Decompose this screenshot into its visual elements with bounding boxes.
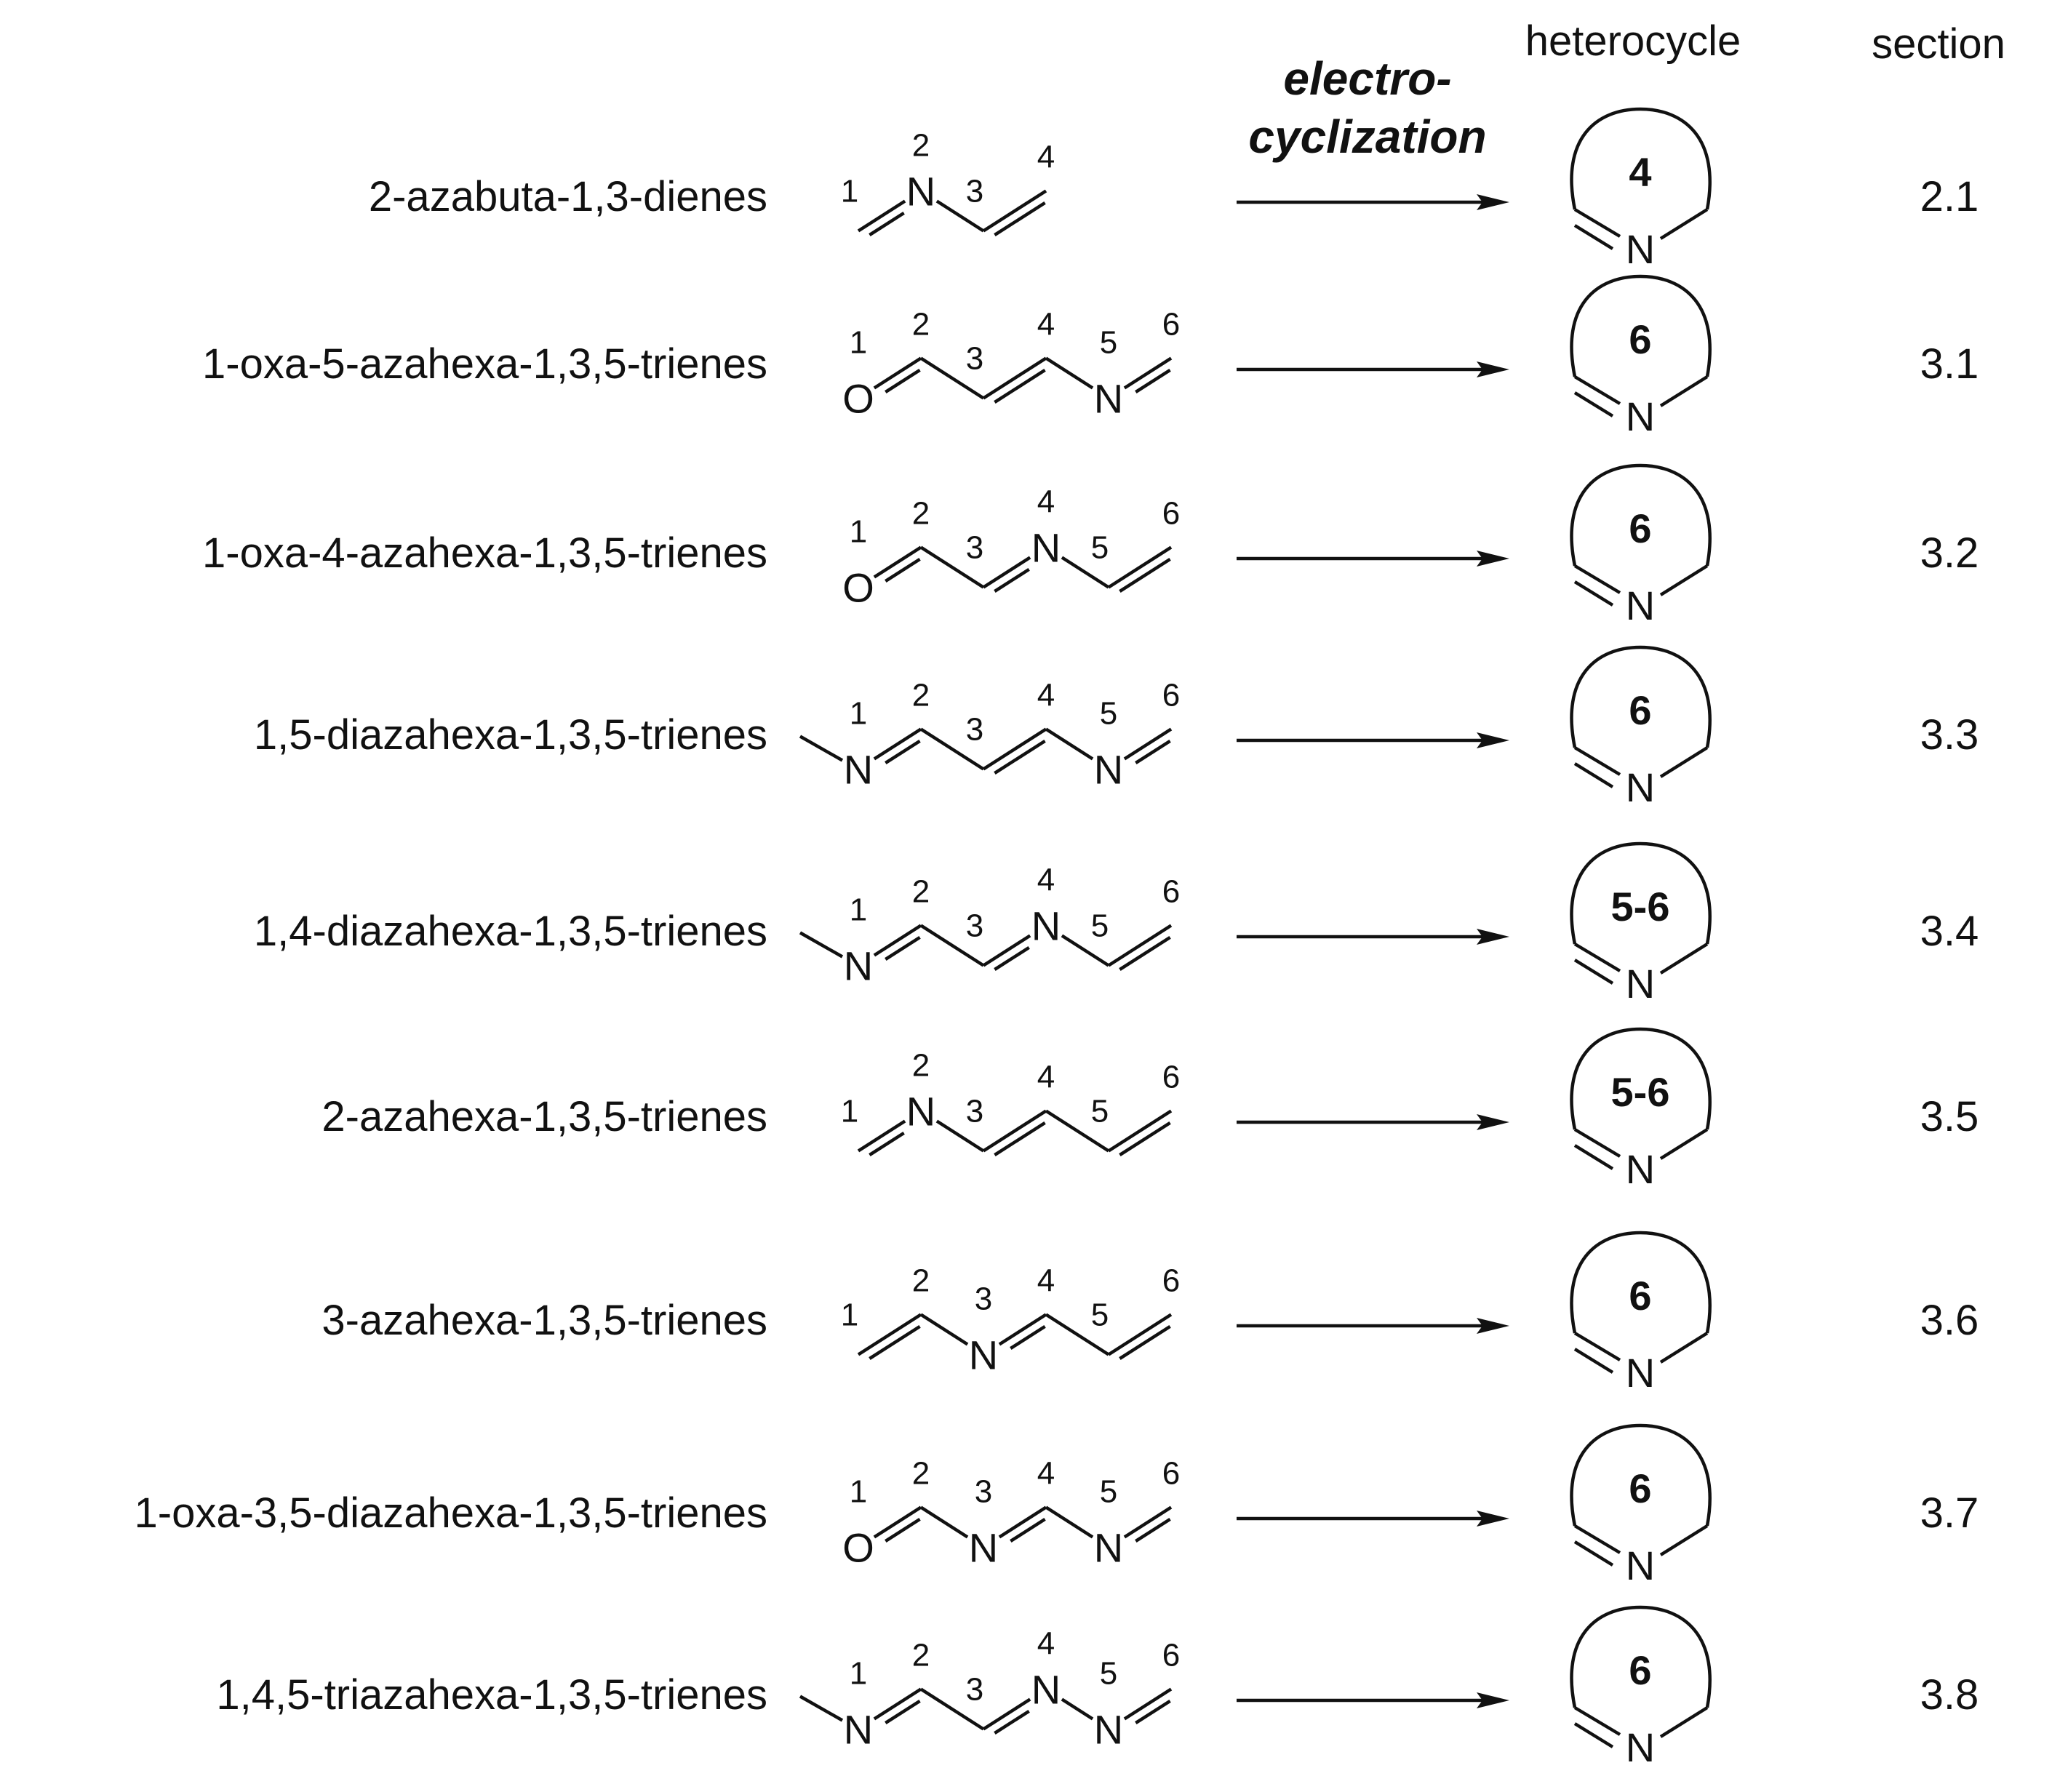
atom-locant: 4 xyxy=(1037,1059,1055,1095)
atom-locant: 6 xyxy=(1162,873,1181,910)
atom-locant: 2 xyxy=(911,677,930,713)
double-bond-inner xyxy=(994,948,1029,969)
double-bond xyxy=(858,1315,921,1355)
ring-single-bond xyxy=(1661,748,1707,777)
atom-label: N xyxy=(1093,1524,1124,1571)
double-bond-inner xyxy=(885,1519,919,1541)
ring-size: 6 xyxy=(1629,505,1652,551)
atom-locant: 3 xyxy=(965,173,984,209)
atom-locant: 2 xyxy=(911,1637,930,1673)
ring-imine-bond xyxy=(1575,1526,1620,1553)
single-bond xyxy=(921,1508,967,1537)
compound-name: 3-azahexa-1,3,5-trienes xyxy=(322,1297,767,1344)
ring-single-bond xyxy=(1661,1708,1707,1737)
atom-locant: 3 xyxy=(974,1473,993,1510)
reaction-row xyxy=(135,1425,1979,1588)
double-bond-inner xyxy=(869,1133,903,1155)
atom-label: N xyxy=(1093,375,1124,422)
ring-single-bond xyxy=(1661,1526,1707,1555)
single-bond xyxy=(1062,1700,1093,1719)
section-number: 3.6 xyxy=(1920,1297,1979,1344)
atom-locant: 3 xyxy=(965,711,984,748)
azatriene-structure xyxy=(800,1626,1180,1753)
atom-locant: 6 xyxy=(1162,1263,1181,1299)
double-bond-inner xyxy=(1135,1519,1170,1541)
heterocycle-ring xyxy=(1572,647,1710,810)
atom-locant: 5 xyxy=(1099,1655,1118,1692)
atom-locant: 1 xyxy=(840,1297,859,1333)
atom-label: N xyxy=(843,746,874,793)
ring-nitrogen: N xyxy=(1625,1350,1656,1396)
reaction-row xyxy=(322,1029,1979,1192)
atom-locant: 1 xyxy=(849,324,868,361)
reaction-row xyxy=(202,276,1979,439)
atom-locant: 1 xyxy=(840,173,859,209)
azatriene-structure xyxy=(800,678,1180,793)
heterocycle-ring xyxy=(1572,276,1710,439)
atom-label: N xyxy=(843,943,874,989)
section-number: 3.5 xyxy=(1920,1093,1979,1140)
azatriene-structure xyxy=(841,1263,1180,1378)
header-section: section xyxy=(1872,20,2005,68)
double-bond-inner xyxy=(1135,370,1170,392)
atom-locant: 1 xyxy=(849,695,868,732)
atom-locant: 2 xyxy=(911,127,930,164)
double-bond xyxy=(1109,926,1171,966)
double-bond xyxy=(1109,1315,1171,1355)
reaction-row xyxy=(254,647,1979,810)
ring-imine-bond xyxy=(1575,748,1620,775)
atom-locant: 1 xyxy=(840,1093,859,1129)
reaction-row xyxy=(216,1607,1979,1770)
ring-nitrogen: N xyxy=(1625,583,1656,628)
ring-single-bond xyxy=(1661,209,1707,239)
ring-imine-bond xyxy=(1575,1129,1620,1156)
double-bond-inner xyxy=(885,741,919,763)
single-bond xyxy=(1046,729,1093,759)
atom-label: N xyxy=(906,1088,936,1135)
arrow-label-line2: cyclization xyxy=(1248,111,1487,163)
atom-locant: 4 xyxy=(1037,677,1055,713)
arrow-label-line1: electro- xyxy=(1283,52,1452,105)
double-bond xyxy=(983,729,1046,769)
heterocycle-ring xyxy=(1572,1233,1710,1396)
atom-label: N xyxy=(968,1332,999,1378)
ring-imine-bond xyxy=(1575,377,1620,404)
atom-locant: 4 xyxy=(1037,484,1055,520)
ring-size: 5-6 xyxy=(1610,884,1670,929)
compound-name: 1-oxa-4-azahexa-1,3,5-trienes xyxy=(202,529,767,577)
atom-locant: 6 xyxy=(1162,306,1181,343)
double-bond-inner xyxy=(869,213,903,235)
atom-locant: 2 xyxy=(911,873,930,910)
ring-nitrogen: N xyxy=(1625,1724,1656,1770)
section-number: 3.4 xyxy=(1920,908,1979,955)
atom-locant: 4 xyxy=(1037,1455,1055,1492)
atom-label: N xyxy=(1093,1706,1124,1753)
ring-single-bond xyxy=(1661,1333,1707,1362)
header-heterocycle: heterocycle xyxy=(1525,17,1741,65)
atom-locant: 3 xyxy=(965,908,984,944)
ring-size: 4 xyxy=(1629,149,1652,195)
atom-locant: 5 xyxy=(1090,529,1109,566)
azatriene-structure xyxy=(842,307,1180,422)
ring-imine-bond xyxy=(1575,1333,1620,1360)
single-bond xyxy=(1046,1508,1093,1537)
azatriene-structure xyxy=(842,1456,1180,1571)
atom-locant: 4 xyxy=(1037,862,1055,898)
compound-name: 2-azahexa-1,3,5-trienes xyxy=(322,1093,767,1140)
atom-locant: 6 xyxy=(1162,677,1181,713)
atom-locant: 5 xyxy=(1099,324,1118,361)
ring-nitrogen: N xyxy=(1625,764,1656,810)
atom-locant: 2 xyxy=(911,495,930,532)
ring-nitrogen: N xyxy=(1625,226,1656,272)
double-bond-inner xyxy=(885,1701,919,1723)
ring-nitrogen: N xyxy=(1625,393,1656,439)
atom-locant: 1 xyxy=(849,1655,868,1692)
compound-name: 1,4,5-triazahexa-1,3,5-trienes xyxy=(216,1671,767,1719)
ring-imine-bond xyxy=(1575,1708,1620,1735)
atom-locant: 5 xyxy=(1090,1297,1109,1333)
ring-size: 5-6 xyxy=(1610,1069,1670,1115)
double-bond-inner xyxy=(885,937,919,959)
double-bond-inner xyxy=(885,370,919,392)
substituent-bond xyxy=(800,1697,842,1721)
atom-label: O xyxy=(842,564,874,611)
atom-locant: 1 xyxy=(849,892,868,928)
double-bond-inner xyxy=(1135,1701,1170,1723)
atom-locant: 3 xyxy=(974,1281,993,1317)
ring-nitrogen: N xyxy=(1625,1146,1656,1192)
atom-locant: 4 xyxy=(1037,306,1055,343)
atom-locant: 3 xyxy=(965,1093,984,1129)
reaction-rows xyxy=(135,109,1979,1770)
double-bond xyxy=(983,191,1046,231)
heterocycle-ring xyxy=(1572,844,1710,1007)
double-bond-inner xyxy=(994,1711,1029,1733)
double-bond-inner xyxy=(1010,1519,1045,1541)
reaction-row xyxy=(322,1233,1979,1396)
double-bond xyxy=(1109,1111,1171,1151)
atom-label: O xyxy=(842,375,874,422)
atom-label: N xyxy=(1031,1666,1061,1713)
atom-locant: 3 xyxy=(965,1671,984,1708)
heterocycle-ring xyxy=(1572,109,1710,272)
ring-imine-bond xyxy=(1575,566,1620,593)
atom-locant: 2 xyxy=(911,1263,930,1299)
ring-single-bond xyxy=(1661,566,1707,595)
ring-single-bond xyxy=(1661,944,1707,973)
atom-label: N xyxy=(843,1706,874,1753)
ring-size: 6 xyxy=(1629,1465,1652,1511)
atom-locant: 2 xyxy=(911,1455,930,1492)
atom-locant: 6 xyxy=(1162,1637,1181,1673)
reaction-row xyxy=(254,844,1979,1007)
atom-locant: 2 xyxy=(911,306,930,343)
azatriene-structure xyxy=(842,484,1180,611)
double-bond xyxy=(1109,548,1171,588)
atom-locant: 3 xyxy=(965,340,984,377)
compound-name: 1,5-diazahexa-1,3,5-trienes xyxy=(253,711,767,759)
atom-label: N xyxy=(1093,746,1124,793)
ring-size: 6 xyxy=(1629,316,1652,362)
single-bond xyxy=(1046,359,1093,388)
ring-size: 6 xyxy=(1629,1273,1652,1319)
double-bond xyxy=(983,359,1046,399)
heterocycle-ring xyxy=(1572,1607,1710,1770)
atom-locant: 6 xyxy=(1162,1059,1181,1095)
substituent-bond xyxy=(800,737,842,761)
atom-locant: 6 xyxy=(1162,1455,1181,1492)
ring-nitrogen: N xyxy=(1625,1543,1656,1588)
atom-locant: 2 xyxy=(911,1047,930,1084)
atom-locant: 6 xyxy=(1162,495,1181,532)
atom-locant: 5 xyxy=(1099,1473,1118,1510)
atom-label: N xyxy=(906,168,936,215)
atom-locant: 3 xyxy=(965,529,984,566)
atom-locant: 4 xyxy=(1037,1625,1055,1662)
azatriene-structure xyxy=(841,1048,1180,1156)
azatriene-structure xyxy=(800,863,1180,989)
atom-label: O xyxy=(842,1524,874,1571)
heterocycle-ring xyxy=(1572,1029,1710,1192)
atom-label: N xyxy=(968,1524,999,1571)
section-number: 2.1 xyxy=(1920,173,1979,220)
ring-imine-bond xyxy=(1575,944,1620,971)
substituent-bond xyxy=(800,933,842,957)
compound-name: 1-oxa-3,5-diazahexa-1,3,5-trienes xyxy=(134,1489,767,1537)
heterocycle-ring xyxy=(1572,465,1710,628)
ring-single-bond xyxy=(1661,1129,1707,1159)
double-bond-inner xyxy=(1010,1327,1045,1348)
ring-single-bond xyxy=(1661,377,1707,406)
double-bond-inner xyxy=(994,569,1029,591)
section-number: 3.7 xyxy=(1920,1489,1979,1537)
heterocycle-ring xyxy=(1572,1425,1710,1588)
atom-locant: 4 xyxy=(1037,139,1055,175)
single-bond xyxy=(921,1315,967,1345)
atom-locant: 4 xyxy=(1037,1263,1055,1299)
compound-name: 2-azabuta-1,3-dienes xyxy=(368,173,767,220)
atom-locant: 5 xyxy=(1099,695,1118,732)
section-number: 3.8 xyxy=(1920,1671,1979,1719)
ring-size: 6 xyxy=(1629,687,1652,733)
azatriene-structure xyxy=(841,128,1055,236)
atom-locant: 5 xyxy=(1090,1093,1109,1129)
reaction-row xyxy=(369,109,1979,272)
atom-locant: 1 xyxy=(849,1473,868,1510)
compound-name: 1,4-diazahexa-1,3,5-trienes xyxy=(253,908,767,955)
atom-label: N xyxy=(1031,903,1061,949)
reaction-row xyxy=(202,465,1979,628)
compound-name: 1-oxa-5-azahexa-1,3,5-trienes xyxy=(202,340,767,388)
double-bond-inner xyxy=(1135,741,1170,763)
ring-nitrogen: N xyxy=(1625,961,1656,1007)
ring-imine-bond xyxy=(1575,209,1620,236)
section-number: 3.3 xyxy=(1920,711,1979,759)
atom-locant: 1 xyxy=(849,513,868,550)
double-bond-inner xyxy=(885,559,919,581)
section-number: 3.1 xyxy=(1920,340,1979,388)
atom-label: N xyxy=(1031,524,1061,571)
atom-locant: 5 xyxy=(1090,908,1109,944)
double-bond xyxy=(983,1111,1046,1151)
section-number: 3.2 xyxy=(1920,529,1979,577)
ring-size: 6 xyxy=(1629,1647,1652,1693)
